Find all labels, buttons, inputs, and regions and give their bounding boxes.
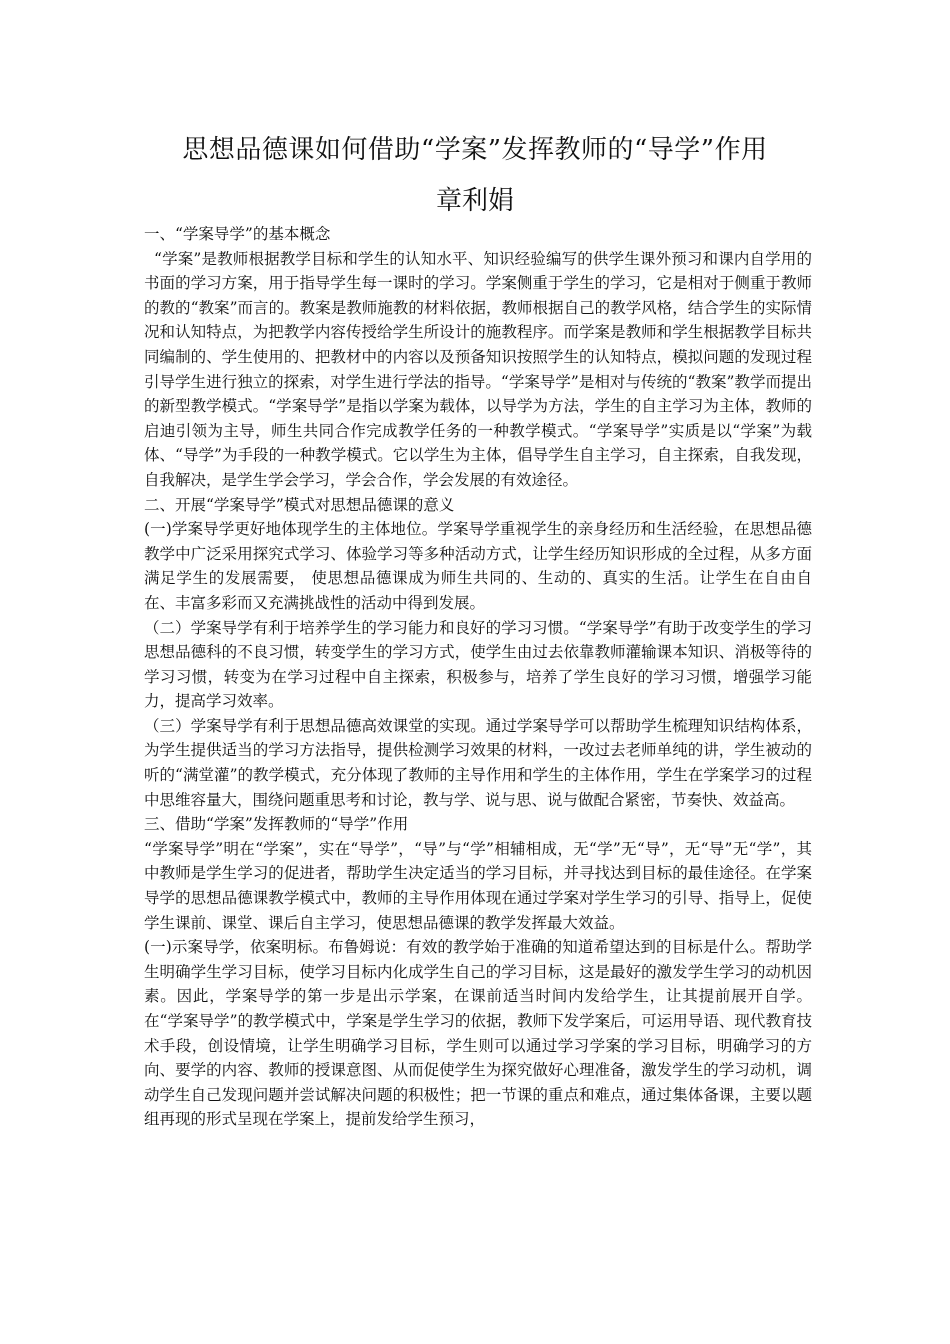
section-heading: 一、“学案导学”的基本概念: [144, 225, 331, 243]
document-title: 思想品德课如何借助“学案”发挥教师的“导学”作用: [182, 135, 768, 165]
body-paragraph: (一)示案导学，依案明标。布鲁姆说：有效的教学始于准确的知道希望达到的目标是什么。帮助学生明确学生学习目标，使学习目标内化成学生自己的学习目标，这是最好的激发学生学习的动机因素。因此，学案导学的第一步是出示学案，在课前适当时间内发给学生，让其提前展开自学。在“学案导学”的教学模式中，学案是学生学习的依据，教师下发学案后，可运用导语、现代教育技术手段，创设情境，让学生明确学习目标，学生则可以通过学习学案的学习目标，明确学习的方向、要学的内容、教师的授课意图、从而促使学生为探究做好心理准备，激发学生的学习动机，调动学生自己发现问题并尝试解决问题的积极性；把一节课的重点和难点，通过集体备课，主要以题组再现的形式呈现在学案上，提前发给学生预习，: [144, 938, 812, 1129]
body-paragraph: “学案导学”明在“学案”，实在“导学”，“导”与“学”相辅相成，无“学”无“导”，无“导”无“学”，其中教师是学生学习的促进者，帮助学生决定适当的学习目标，并寻找达到目标的最佳途径。在学案导学的思想品德课教学模式中，教师的主导作用体现在通过学案对学生学习的引导、指导上，促使学生课前、课堂、课后自主学习，使思想品德课的教学发挥最大效益。: [144, 839, 812, 932]
body-paragraph: （二）学案导学有利于培养学生的学习能力和良好的学习习惯。“学案导学”有助于改变学生的学习思想品德科的不良习惯，转变学生的学习方式，使学生由过去依靠教师灌输课本知识、消极等待的学习习惯，转变为在学习过程中自主探索，积极参与，培养了学生良好的学习习惯，增强学习能力，提高学习效率。: [144, 618, 812, 711]
body-paragraph: “学案”是教师根据教学目标和学生的认知水平、知识经验编写的供学生课外预习和课内自学用的书面的学习方案，用于指导学生每一课时的学习。学案侧重于学生的学习，它是相对于侧重于教师的教的“教案”而言的。教案是教师施教的材料依据，教师根据自己的教学风格，结合学生的实际情况和认知特点，为把教学内容传授给学生所设计的施教程序。而学案是教师和学生根据教学目标共同编制的、学生使用的、把教材中的内容以及预备知识按照学生的认知特点，模拟问题的发现过程引导学生进行独立的探索，对学生进行学法的指导。“学案导学”是相对与传统的“教案”教学而提出的新型教学模式。“学案导学”是指以学案为载体，以导学为方法，学生的自主学习为主体，教师的启迪引领为主导，师生共同合作完成教学任务的一种教学模式。“学案导学”实质是以“学案”为载体、“导学”为手段的一种教学模式。它以学生为主体，倡导学生自主学习，自主探索，自我发现，自我解决，是学生学会学习，学会合作，学会发展的有效途径。: [144, 249, 812, 489]
section-heading: 三、借助“学案”发挥教师的“导学”作用: [144, 815, 409, 834]
document-body: [144, 222, 812, 1132]
body-paragraph: （三）学案导学有利于思想品德高效课堂的实现。通过学案导学可以帮助学生梳理知识结构体系，为学生提供适当的学习方法指导，提供检测学习效果的材料，一改过去老师单纯的讲，学生被动的听的“满堂灌”的教学模式，充分体现了教师的主导作用和学生的主体作用，学生在学案学习的过程中思维容量大，围绕问题重思考和讨论，教与学、说与思、说与做配合紧密，节奏快、效益高。: [144, 716, 812, 809]
document-author: 章利娟: [435, 186, 514, 216]
body-paragraph: (一)学案导学更好地体现学生的主体地位。学案导学重视学生的亲身经历和生活经验，在思想品德教学中广泛采用探究式学习、体验学习等多种活动方式，让学生经历知识形成的全过程，从多方面满足学生的发展需要， 使思想品德课成为师生共同的、生动的、真实的生活。让学生在自由自在、丰富多彩而又充满挑战性的活动中得到发展。: [144, 520, 812, 612]
section-heading: 二、开展“学案导学”模式对思想品德课的意义: [144, 495, 455, 514]
